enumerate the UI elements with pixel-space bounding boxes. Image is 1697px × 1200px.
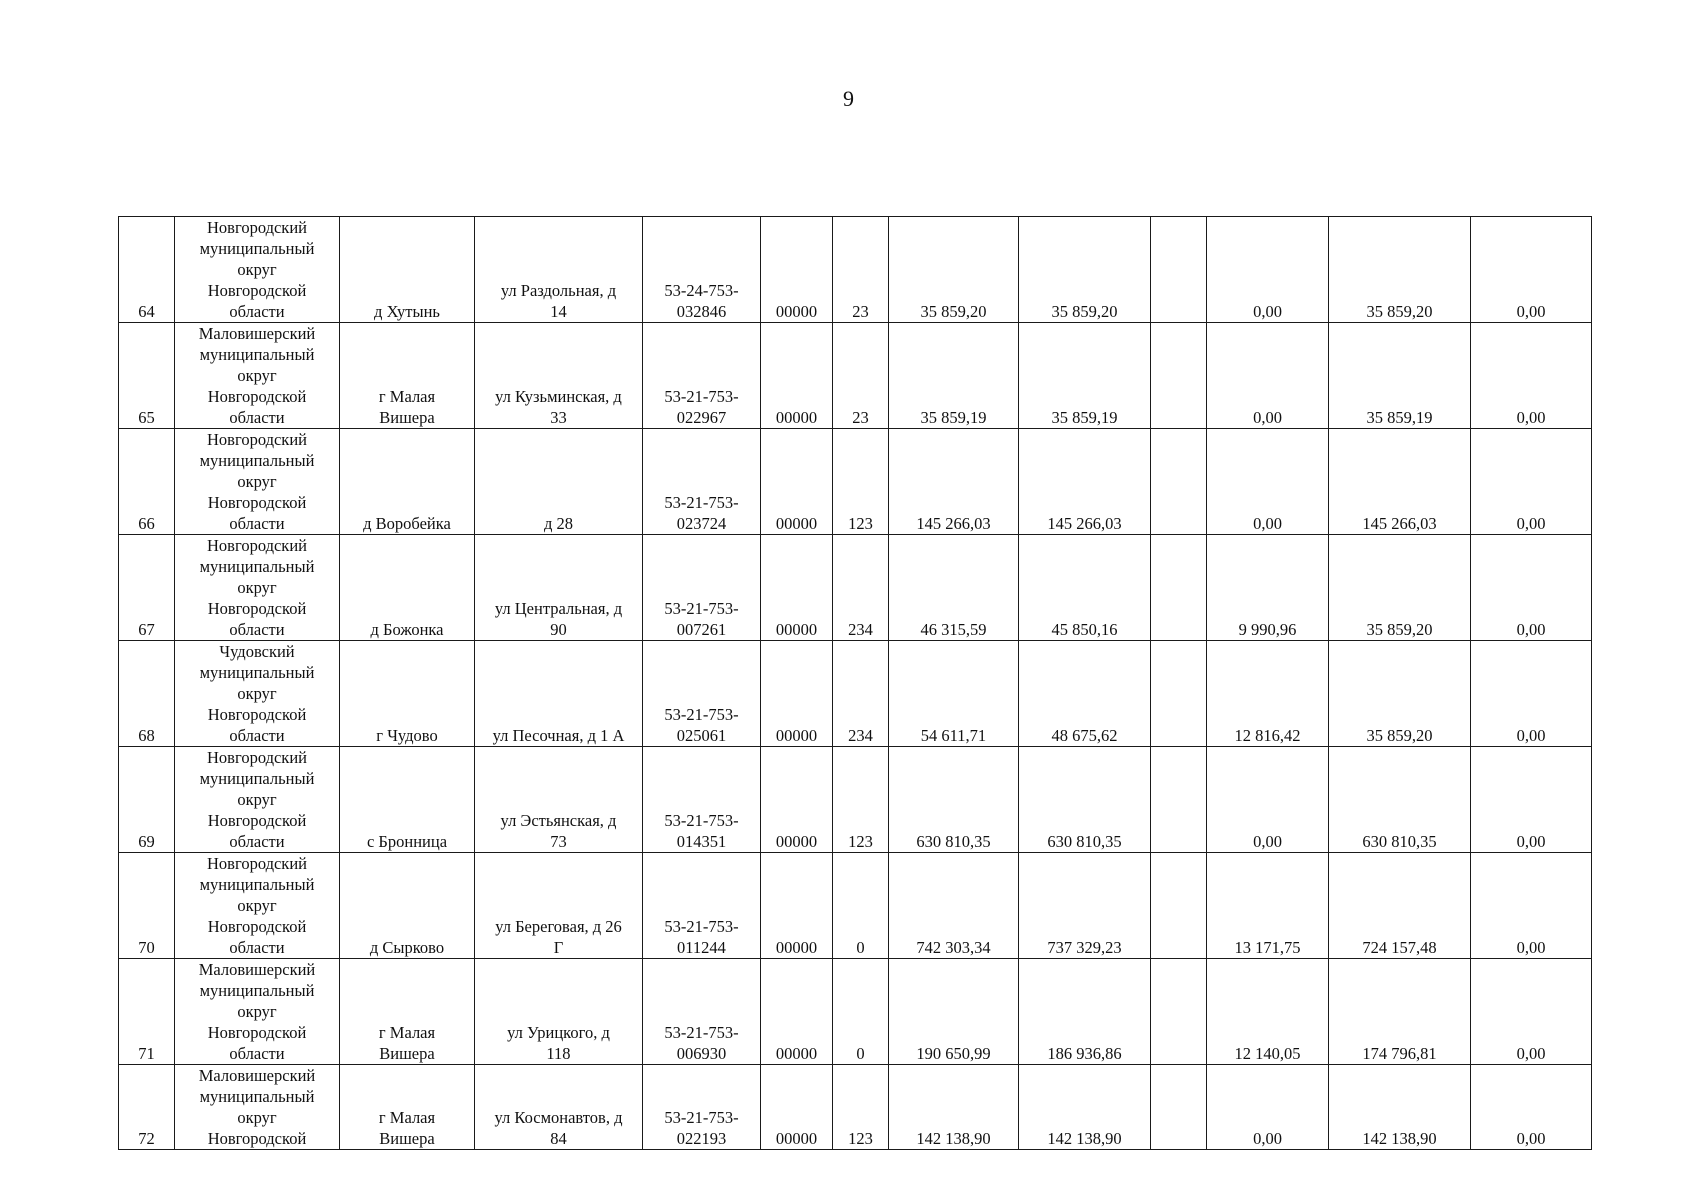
- address-cell-line: ул Береговая, д 26: [495, 917, 622, 936]
- amount-cell-2: 630 810,35: [1019, 747, 1151, 853]
- type-cell: 23: [833, 217, 889, 323]
- address-cell: [475, 641, 643, 747]
- amount-cell-6: 0,00: [1471, 641, 1592, 747]
- table-row: [119, 217, 1592, 323]
- settlement-cell: [340, 535, 475, 641]
- district-cell-line: области: [229, 408, 285, 427]
- amount-cell-3: [1151, 535, 1207, 641]
- settlement-cell: [340, 641, 475, 747]
- settlement-cell-line: д Сырково: [369, 938, 445, 957]
- zeros-cell: 00000: [761, 1065, 833, 1150]
- row-number: 70: [119, 853, 175, 959]
- address-cell-line: 84: [550, 1129, 567, 1148]
- district-cell-line: муниципальный: [199, 451, 315, 470]
- district-cell-line: муниципальный: [199, 557, 315, 576]
- amount-cell-2: 48 675,62: [1019, 641, 1151, 747]
- district-cell-line: муниципальный: [199, 345, 315, 364]
- settlement-cell-line: Вишера: [379, 408, 435, 427]
- code-cell-line: 53-21-753-: [664, 599, 739, 618]
- table-row: [119, 641, 1592, 747]
- type-cell: 0: [833, 959, 889, 1065]
- address-cell-line: 90: [550, 620, 567, 639]
- district-cell-line: округ: [237, 684, 277, 703]
- zeros-cell: 00000: [761, 217, 833, 323]
- district-cell-line: Маловишерский: [198, 324, 316, 343]
- settlement-cell: [340, 853, 475, 959]
- address-cell: [475, 1065, 643, 1150]
- district-cell-line: Чудовский: [219, 642, 295, 661]
- code-cell-line: 032846: [676, 302, 727, 321]
- amount-cell-3: [1151, 217, 1207, 323]
- settlement-cell-line: г Малая: [378, 1108, 436, 1127]
- amount-cell-2: 35 859,20: [1019, 217, 1151, 323]
- type-cell: 234: [833, 641, 889, 747]
- amount-cell-3: [1151, 323, 1207, 429]
- amount-cell-6: 0,00: [1471, 1065, 1592, 1150]
- district-cell-line: Новгородской: [207, 599, 307, 618]
- district-cell-line: округ: [237, 1108, 277, 1127]
- code-cell-line: 53-21-753-: [664, 917, 739, 936]
- settlement-cell-line: г Чудово: [376, 726, 438, 745]
- district-cell-line: муниципальный: [199, 981, 315, 1000]
- row-number: 68: [119, 641, 175, 747]
- address-cell-line: 118: [546, 1044, 571, 1063]
- amount-cell-1: 54 611,71: [889, 641, 1019, 747]
- amount-cell-2: 186 936,86: [1019, 959, 1151, 1065]
- address-cell-line: д 28: [543, 514, 574, 533]
- address-cell: [475, 747, 643, 853]
- district-cell-line: Новгородской: [207, 281, 307, 300]
- district-cell-line: Новгородский: [207, 854, 307, 873]
- district-cell-line: Новгородский: [207, 430, 307, 449]
- code-cell-line: 53-24-753-: [664, 281, 739, 300]
- code-cell-line: 53-21-753-: [664, 493, 739, 512]
- table-row: [119, 429, 1592, 535]
- district-cell-line: муниципальный: [199, 239, 315, 258]
- address-cell-line: 14: [550, 302, 567, 321]
- amount-cell-1: 35 859,20: [889, 217, 1019, 323]
- address-cell: [475, 429, 643, 535]
- code-cell-line: 025061: [676, 726, 727, 745]
- settlement-cell-line: г Малая: [378, 387, 436, 406]
- type-cell: 123: [833, 747, 889, 853]
- row-number: 71: [119, 959, 175, 1065]
- code-cell: [643, 535, 761, 641]
- amount-cell-1: 630 810,35: [889, 747, 1019, 853]
- district-cell-line: муниципальный: [199, 875, 315, 894]
- amount-cell-3: [1151, 1065, 1207, 1150]
- district-cell-line: области: [229, 938, 285, 957]
- amount-cell-5: 145 266,03: [1329, 429, 1471, 535]
- amount-cell-1: 35 859,19: [889, 323, 1019, 429]
- row-number: 66: [119, 429, 175, 535]
- district-cell-line: муниципальный: [199, 769, 315, 788]
- address-cell-line: ул Раздольная, д: [500, 281, 617, 300]
- code-cell-line: 53-21-753-: [664, 387, 739, 406]
- zeros-cell: 00000: [761, 429, 833, 535]
- district-cell: [175, 853, 340, 959]
- amount-cell-4: 0,00: [1207, 1065, 1329, 1150]
- amount-cell-2: 142 138,90: [1019, 1065, 1151, 1150]
- zeros-cell: 00000: [761, 323, 833, 429]
- address-cell: [475, 323, 643, 429]
- settlement-cell: [340, 217, 475, 323]
- settlement-cell: [340, 959, 475, 1065]
- amount-cell-6: 0,00: [1471, 959, 1592, 1065]
- district-cell-line: области: [229, 620, 285, 639]
- code-cell-line: 007261: [676, 620, 727, 639]
- amount-cell-2: 45 850,16: [1019, 535, 1151, 641]
- address-cell: [475, 853, 643, 959]
- address-cell-line: ул Песочная, д 1 А: [492, 726, 625, 745]
- district-cell-line: Новгородской: [207, 1023, 307, 1042]
- zeros-cell: 00000: [761, 959, 833, 1065]
- amount-cell-4: 12 816,42: [1207, 641, 1329, 747]
- amount-cell-5: 630 810,35: [1329, 747, 1471, 853]
- table-row: [119, 1065, 1592, 1150]
- settlement-cell-line: г Малая: [378, 1023, 436, 1042]
- district-cell-line: муниципальный: [199, 1087, 315, 1106]
- amount-cell-1: 742 303,34: [889, 853, 1019, 959]
- row-number: 67: [119, 535, 175, 641]
- code-cell-line: 022193: [676, 1129, 727, 1148]
- amount-cell-3: [1151, 853, 1207, 959]
- district-cell-line: Маловишерский: [198, 1066, 316, 1085]
- type-cell: 123: [833, 429, 889, 535]
- district-cell-line: округ: [237, 472, 277, 491]
- amount-cell-2: 145 266,03: [1019, 429, 1151, 535]
- district-cell-line: муниципальный: [199, 663, 315, 682]
- settlement-cell-line: д Хутынь: [374, 302, 440, 321]
- settlement-cell-line: с Бронница: [366, 832, 448, 851]
- address-cell: [475, 535, 643, 641]
- settlement-cell-line: Вишера: [379, 1044, 435, 1063]
- address-cell-line: 33: [550, 408, 567, 427]
- address-cell-line: Г: [553, 938, 564, 957]
- amount-cell-2: 35 859,19: [1019, 323, 1151, 429]
- district-cell: [175, 959, 340, 1065]
- amount-cell-6: 0,00: [1471, 429, 1592, 535]
- amount-cell-3: [1151, 641, 1207, 747]
- code-cell: [643, 641, 761, 747]
- row-number: 69: [119, 747, 175, 853]
- district-cell-line: области: [229, 832, 285, 851]
- district-cell-line: Новгородский: [207, 536, 307, 555]
- zeros-cell: 00000: [761, 747, 833, 853]
- row-number: 72: [119, 1065, 175, 1150]
- address-cell: [475, 217, 643, 323]
- code-cell-line: 53-21-753-: [664, 811, 739, 830]
- address-cell-line: ул Центральная, д: [494, 599, 623, 618]
- row-number: 65: [119, 323, 175, 429]
- district-cell-line: области: [229, 302, 285, 321]
- district-cell-line: области: [229, 726, 285, 745]
- settlement-cell: [340, 323, 475, 429]
- amount-cell-6: 0,00: [1471, 323, 1592, 429]
- amount-cell-5: 35 859,20: [1329, 217, 1471, 323]
- address-cell-line: ул Эстьянская, д: [500, 811, 617, 830]
- amount-cell-4: 0,00: [1207, 429, 1329, 535]
- district-cell-line: округ: [237, 896, 277, 915]
- amount-cell-5: 35 859,19: [1329, 323, 1471, 429]
- amount-cell-4: 0,00: [1207, 323, 1329, 429]
- district-cell-line: округ: [237, 1002, 277, 1021]
- district-cell-line: Новгородской: [207, 917, 307, 936]
- amount-cell-2: 737 329,23: [1019, 853, 1151, 959]
- district-cell-line: Новгородский: [207, 748, 307, 767]
- table-row: [119, 323, 1592, 429]
- amount-cell-5: 35 859,20: [1329, 535, 1471, 641]
- amount-cell-3: [1151, 429, 1207, 535]
- district-cell: [175, 747, 340, 853]
- code-cell-line: 53-21-753-: [664, 705, 739, 724]
- amount-cell-6: 0,00: [1471, 853, 1592, 959]
- address-cell-line: ул Урицкого, д: [507, 1023, 610, 1042]
- district-cell-line: Новгородской: [207, 387, 307, 406]
- code-cell-line: 022967: [676, 408, 727, 427]
- address-cell-line: ул Кузьминская, д: [495, 387, 622, 406]
- amount-cell-4: 0,00: [1207, 747, 1329, 853]
- code-cell: [643, 429, 761, 535]
- district-cell-line: округ: [237, 366, 277, 385]
- district-cell-line: Новгородский: [207, 218, 307, 237]
- type-cell: 123: [833, 1065, 889, 1150]
- district-cell-line: округ: [237, 790, 277, 809]
- amount-cell-4: 9 990,96: [1207, 535, 1329, 641]
- address-cell-line: ул Космонавтов, д: [494, 1108, 623, 1127]
- type-cell: 0: [833, 853, 889, 959]
- amount-cell-5: 174 796,81: [1329, 959, 1471, 1065]
- code-cell-line: 53-21-753-: [664, 1023, 739, 1042]
- settlement-cell-line: д Божонка: [370, 620, 444, 639]
- code-cell: [643, 323, 761, 429]
- district-cell-line: округ: [237, 260, 277, 279]
- table-row: [119, 747, 1592, 853]
- amount-cell-1: 145 266,03: [889, 429, 1019, 535]
- settlement-cell: [340, 1065, 475, 1150]
- district-cell: [175, 323, 340, 429]
- district-cell: [175, 1065, 340, 1150]
- district-cell: [175, 535, 340, 641]
- amount-cell-5: 35 859,20: [1329, 641, 1471, 747]
- amount-cell-5: 724 157,48: [1329, 853, 1471, 959]
- amount-cell-3: [1151, 959, 1207, 1065]
- code-cell-line: 53-21-753-: [664, 1108, 739, 1127]
- settlement-cell-line: Вишера: [379, 1129, 435, 1148]
- zeros-cell: 00000: [761, 535, 833, 641]
- address-cell-line: 73: [550, 832, 567, 851]
- district-cell: [175, 429, 340, 535]
- code-cell: [643, 1065, 761, 1150]
- registry-table: [118, 216, 1592, 1150]
- code-cell: [643, 217, 761, 323]
- district-cell-line: Маловишерский: [198, 960, 316, 979]
- type-cell: 234: [833, 535, 889, 641]
- address-cell: [475, 959, 643, 1065]
- amount-cell-6: 0,00: [1471, 747, 1592, 853]
- amount-cell-4: 0,00: [1207, 217, 1329, 323]
- district-cell: [175, 641, 340, 747]
- code-cell-line: 023724: [676, 514, 727, 533]
- type-cell: 23: [833, 323, 889, 429]
- district-cell-line: области: [229, 1044, 285, 1063]
- district-cell-line: округ: [237, 578, 277, 597]
- amount-cell-3: [1151, 747, 1207, 853]
- amount-cell-1: 142 138,90: [889, 1065, 1019, 1150]
- code-cell-line: 006930: [676, 1044, 727, 1063]
- amount-cell-6: 0,00: [1471, 217, 1592, 323]
- district-cell-line: Новгородской: [207, 1129, 307, 1148]
- amount-cell-6: 0,00: [1471, 535, 1592, 641]
- code-cell-line: 014351: [676, 832, 727, 851]
- amount-cell-1: 46 315,59: [889, 535, 1019, 641]
- table-row: [119, 535, 1592, 641]
- amount-cell-5: 142 138,90: [1329, 1065, 1471, 1150]
- district-cell: [175, 217, 340, 323]
- amount-cell-4: 13 171,75: [1207, 853, 1329, 959]
- settlement-cell: [340, 429, 475, 535]
- settlement-cell-line: д Воробейка: [363, 514, 451, 533]
- district-cell-line: области: [229, 514, 285, 533]
- table-row: [119, 959, 1592, 1065]
- zeros-cell: 00000: [761, 853, 833, 959]
- amount-cell-4: 12 140,05: [1207, 959, 1329, 1065]
- settlement-cell: [340, 747, 475, 853]
- table-row: [119, 853, 1592, 959]
- code-cell: [643, 959, 761, 1065]
- district-cell-line: Новгородской: [207, 811, 307, 830]
- code-cell: [643, 853, 761, 959]
- code-cell: [643, 747, 761, 853]
- zeros-cell: 00000: [761, 641, 833, 747]
- code-cell-line: 011244: [677, 938, 726, 957]
- district-cell-line: Новгородской: [207, 493, 307, 512]
- page-number: 9: [843, 86, 854, 111]
- district-cell-line: Новгородской: [207, 705, 307, 724]
- amount-cell-1: 190 650,99: [889, 959, 1019, 1065]
- row-number: 64: [119, 217, 175, 323]
